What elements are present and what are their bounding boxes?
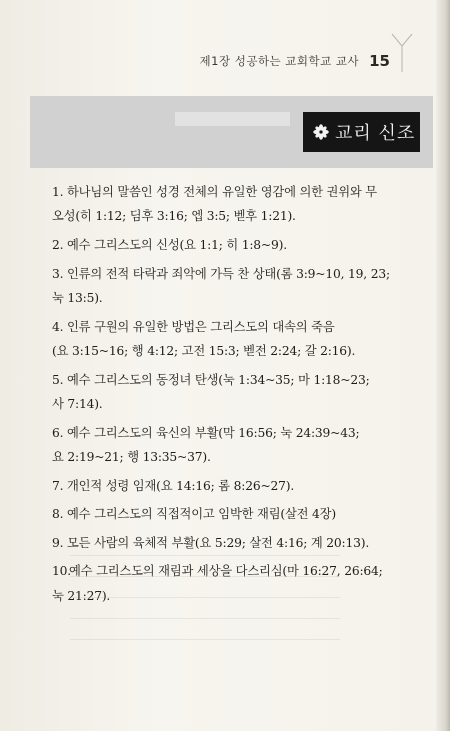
- doctrine-item: [52, 180, 397, 229]
- doctrine-item: [52, 502, 397, 526]
- doctrine-line: 인류의 전적 타락과 죄악에 가득 찬 상태(롬 3:9~10, 19, 23;: [67, 266, 390, 281]
- doctrine-text: [52, 368, 397, 417]
- section-title: 교리 신조: [335, 123, 416, 144]
- running-header: [200, 50, 390, 72]
- doctrine-text: [67, 531, 397, 555]
- doctrine-number: 1.: [52, 185, 64, 199]
- doctrine-item: [52, 531, 397, 555]
- page-edge: [436, 0, 450, 731]
- doctrine-text: [52, 421, 397, 470]
- doctrine-text: [52, 180, 397, 229]
- doctrine-line: 예수 그리스도의 육신의 부활(막 16:56; 눅 24:39~43;: [67, 425, 360, 440]
- doctrine-line: 예수 그리스도의 직접적이고 임박한 재림(살전 4장): [67, 507, 336, 522]
- doctrine-number: 10.: [52, 564, 71, 579]
- chapter-title: 제1장 성공하는 교회학교 교사: [199, 54, 360, 68]
- doctrine-number: 9.: [52, 535, 64, 550]
- doctrine-line: 인류 구원의 유일한 방법은 그리스도의 대속의 죽음: [67, 319, 335, 334]
- doctrine-number: 3.: [52, 266, 64, 281]
- doctrine-item: [52, 474, 397, 498]
- doctrine-number: 2.: [52, 238, 64, 252]
- bleed-through-text: [70, 555, 340, 665]
- doctrine-item: [52, 233, 397, 257]
- doctrine-line: 예수 그리스도의 신성(요 1:1; 히 1:8~9).: [67, 238, 287, 252]
- doctrine-number: 6.: [52, 425, 64, 440]
- doctrine-line: 모든 사람의 육체적 부활(요 5:29; 살전 4:16; 계 20:13).: [67, 535, 370, 550]
- doctrine-text: [67, 502, 397, 526]
- doctrine-list: [52, 180, 397, 612]
- doctrine-item: [52, 421, 397, 470]
- section-title-box: [303, 112, 420, 152]
- doctrine-number: 5.: [52, 372, 64, 387]
- doctrine-text: [67, 233, 397, 257]
- doctrine-item: [52, 262, 397, 311]
- doctrine-number: 7.: [52, 478, 64, 493]
- doctrine-text: [52, 315, 397, 364]
- doctrine-line: 오성(히 1:12; 딤후 3:16; 엡 3:5; 벧후 1:21).: [52, 209, 296, 224]
- doctrine-item: [52, 368, 397, 417]
- doctrine-line: 눅 13:5).: [52, 291, 103, 305]
- doctrine-text: [67, 474, 397, 498]
- doctrine-line: 요 2:19~21; 행 13:35~37).: [52, 450, 211, 464]
- doctrine-item: [52, 315, 397, 364]
- doctrine-line: 하나님의 말씀인 성경 전체의 유일한 영감에 의한 권위와 무: [67, 185, 377, 199]
- corner-mark-icon: [390, 32, 414, 72]
- doctrine-line: 예수 그리스도의 재림과 세상을 다스리심(마 16:27, 26:64;: [69, 564, 383, 579]
- doctrine-line: 예수 그리스도의 동정녀 탄생(눅 1:34~35; 마 1:18~23;: [67, 372, 370, 387]
- banner-highlight: [175, 112, 290, 126]
- doctrine-number: 8.: [52, 507, 64, 522]
- doctrine-number: 4.: [52, 319, 64, 334]
- doctrine-line: (요 3:15~16; 행 4:12; 고전 15:3; 벧전 2:24; 갈 2:16).: [52, 344, 356, 358]
- doctrine-line: 개인적 성령 임재(요 14:16; 롬 8:26~27).: [67, 478, 295, 493]
- doctrine-line: 사 7:14).: [52, 397, 103, 411]
- page-number: 15: [369, 52, 390, 70]
- doctrine-line: 눅 21:27).: [52, 588, 111, 603]
- doctrine-text: [52, 262, 397, 311]
- flower-icon: [313, 124, 329, 140]
